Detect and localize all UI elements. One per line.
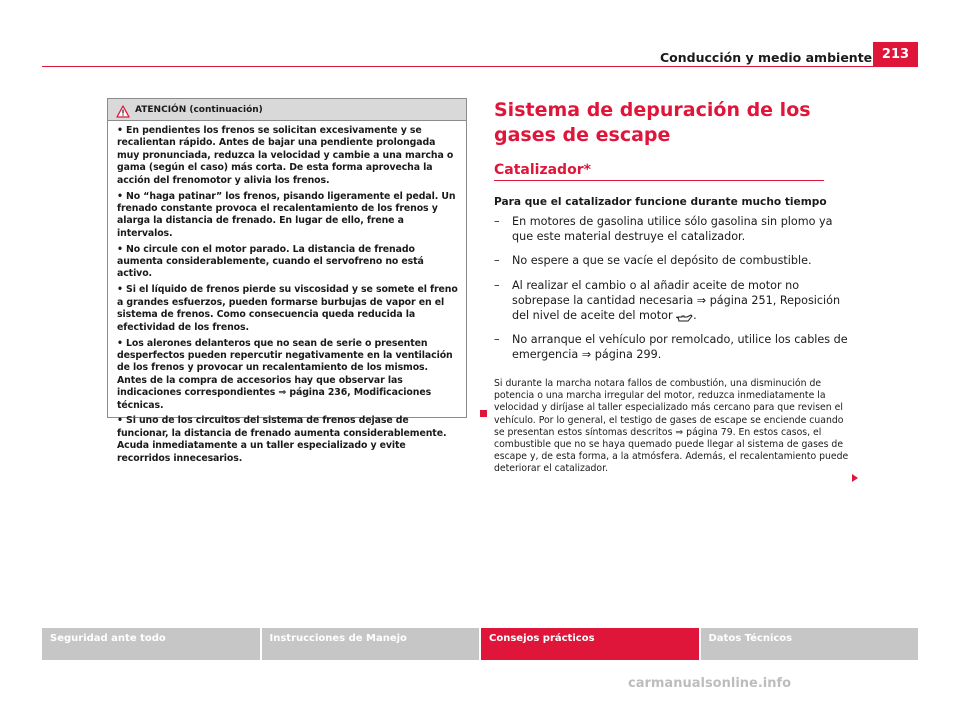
warning-item: • No “haga patinar” los frenos, pisando ligeramente el pedal. Un frenado constante provoca el recalentamiento de los frenos y alarga la distancia de frenado. En lugar de ello, frene a intervalos.: [117, 190, 456, 239]
warning-item: • Si uno de los circuitos del sistema de frenos dejase de funcionar, la distancia de frenado aumenta considerablemente. Acuda inmediatamente a un taller especializado y evite recorridos innecesarios.: [117, 415, 447, 464]
running-header: Conducción y medio ambiente: [660, 50, 873, 65]
warning-triangle-icon: [116, 103, 130, 116]
list-item-text: En motores de gasolina utilice sólo gasolina sin plomo ya que este material destruye el catalizador.: [512, 215, 833, 244]
warning-body: [108, 121, 466, 465]
subsection-rule: [494, 180, 824, 181]
tab-consejos[interactable]: Consejos prácticos: [481, 628, 699, 660]
list-item-text: Al realizar el cambio o al añadir aceite de motor no sobrepase la cantidad necesaria ⇒ página 251, Reposición del nivel de aceite del motor: [512, 278, 841, 323]
lead-heading: Para que el catalizador funcione durante mucho tiempo: [494, 196, 827, 208]
subsection-title: Catalizador*: [494, 162, 591, 178]
warning-item: • Los alerones delanteros que no sean de serie o presenten desperfectos pueden repercutir negativamente en la ventilación de los frenos y provocar un recalentamiento de los mismos. Antes de la compra de accesorios hay que observar las indicaciones correspondientes ⇒ página 236, Modificaciones técnicas.: [117, 337, 453, 411]
header-rule: [42, 66, 873, 67]
footer-tabs: [42, 628, 918, 660]
body-paragraph: Si durante la marcha notara fallos de combustión, una disminución de potencia o una marcha irregular del motor, reduzca inmediatamente la velocidad y diríjase al taller especializado más cercano para que revisen el vehículo. Por lo general, el testigo de gases de escape se enciende cuando se presentan estos síntomas descritos ⇒ página 79. En estos casos, el combustible que no se haya quemado puede llegar al sistema de gases de escape y, de esta forma, a la atmósfera. Además, el recalentamiento puede deteriorar el catalizador.: [494, 378, 849, 475]
list-item: [494, 278, 854, 324]
list-item: [494, 253, 854, 268]
warning-header: [108, 99, 466, 121]
dash-bullet: –: [494, 333, 500, 347]
tab-instrucciones[interactable]: Instrucciones de Manejo: [262, 628, 480, 660]
watermark: carmanualsonline.info: [628, 676, 792, 691]
section-title: Sistema de depuración de los gases de escape: [494, 99, 811, 146]
end-of-warning-marker: [480, 410, 487, 417]
page-number: 213: [873, 42, 918, 67]
dash-bullet: –: [494, 215, 500, 228]
list-item: [494, 214, 854, 244]
tab-seguridad[interactable]: Seguridad ante todo: [42, 628, 260, 660]
warning-item: • No circule con el motor parado. La distancia de frenado aumenta considerablemente, cuando el servofreno no está activo.: [117, 243, 424, 280]
list-item-text: No espere a que se vacíe el depósito de combustible.: [512, 254, 812, 268]
warning-item: • En pendientes los frenos se solicitan excesivamente y se recalientan rápido. Antes de bajar una pendiente prolongada muy pronunciada, reduzca la velocidad y cambie a una marcha o gama (según el caso) más corta. De esta forma aprovecha la acción del frenomotor y alivia los frenos.: [117, 125, 454, 186]
continue-arrow-icon: [852, 474, 858, 482]
warning-item: • Si el líquido de frenos pierde su viscosidad y se somete el freno a grandes esfuerzos, pueden formarse burbujas de vapor en el sistema de frenos. Como consecuencia queda reducida la efectividad de los frenos.: [117, 284, 458, 333]
list-item: [494, 332, 854, 362]
oil-can-icon: [676, 312, 693, 321]
warning-heading: ATENCIÓN (continuación): [135, 104, 263, 115]
instruction-list: [494, 214, 854, 372]
dash-bullet: –: [494, 278, 500, 292]
list-item-text: No arranque el vehículo por remolcado, utilice los cables de emergencia ⇒ página 299.: [512, 333, 848, 362]
warning-box: [107, 98, 467, 464]
list-item-tail: .: [693, 309, 697, 323]
tab-datos[interactable]: Datos Técnicos: [701, 628, 919, 660]
dash-bullet: –: [494, 254, 500, 268]
